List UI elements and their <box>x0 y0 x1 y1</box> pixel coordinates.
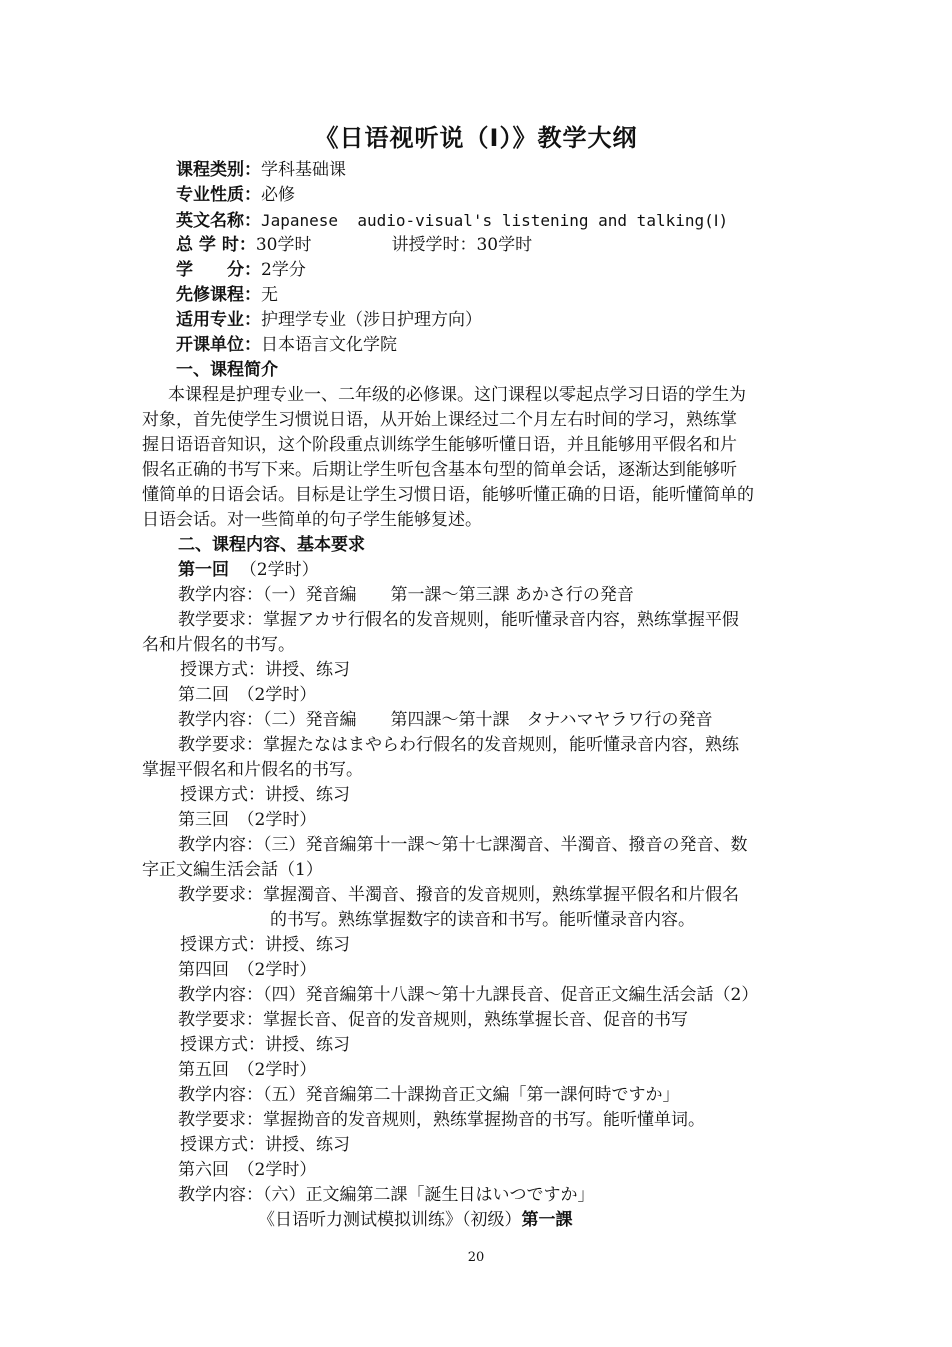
credits-value: 2学分 <box>261 260 306 280</box>
lesson-2-requirement: 教学要求：掌握たなはまやらわ行假名的发音规则，能听懂录音内容，熟练 <box>178 735 739 755</box>
intro-paragraph-line: 对象，首先使学生习惯说日语，从开始上课经过二个月左右时间的学习，熟练掌 <box>142 410 737 430</box>
lesson-2-title: 第二回 （2学时） <box>178 685 317 705</box>
lesson-5-title: 第五回 （2学时） <box>178 1060 317 1080</box>
lesson-2-requirement-cont: 掌握平假名和片假名的书写。 <box>142 760 363 780</box>
course-nature-value: 必修 <box>261 185 295 205</box>
lesson-4-requirement: 教学要求：掌握长音、促音的发音规则，熟练掌握长音、促音的书写 <box>178 1010 688 1030</box>
intro-paragraph-line: 假名正确的书写下来。后期让学生听包含基本句型的简单会话，逐渐达到能够听 <box>142 460 737 480</box>
lesson-4-title: 第四回 （2学时） <box>178 960 317 980</box>
lesson-5-method: 授课方式：讲授、练习 <box>180 1135 350 1155</box>
lesson-6-textbook-title: 《日语听力测试模拟训练》（初级） <box>258 1210 522 1230</box>
applicable-major <box>176 308 482 333</box>
lesson-3-method: 授课方式：讲授、练习 <box>180 935 350 955</box>
english-name-label: 英文名称： <box>176 211 261 231</box>
page-title: 《日语视听说（Ⅰ）》教学大纲 <box>314 124 638 152</box>
intro-paragraph-line: 握日语语音知识，这个阶段重点训练学生能够听懂日语，并且能够用平假名和片 <box>142 435 737 455</box>
lesson-3-content-cont: 字正文編生活会話（1） <box>142 860 323 880</box>
total-hours-value: 30学时 <box>255 235 312 255</box>
prerequisite-value: 无 <box>261 285 278 305</box>
offering-unit <box>176 333 397 358</box>
lesson-4-content: 教学内容：（四）発音編第十八課～第十九課長音、促音正文編生活会話（2） <box>178 985 759 1005</box>
english-name <box>176 208 728 233</box>
prerequisite <box>176 283 278 308</box>
lesson-6-textbook <box>258 1208 573 1233</box>
lesson-5-requirement: 教学要求：掌握拗音的发音规则，熟练掌握拗音的书写。能听懂单词。 <box>178 1110 705 1130</box>
lesson-6-textbook-lesson: 第一課 <box>521 1210 573 1230</box>
intro-paragraph-line: 懂简单的日语会话。目标是让学生习惯日语，能够听懂正确的日语，能听懂简单的 <box>142 485 754 505</box>
course-nature-label: 专业性质： <box>176 185 261 205</box>
lesson-2-method: 授课方式：讲授、练习 <box>180 785 350 805</box>
lesson-6-content: 教学内容：（六）正文編第二課「誕生日はいつですか」 <box>178 1185 595 1205</box>
total-hours-label: 总 学 时： <box>176 235 256 255</box>
page-number: 20 <box>467 1250 485 1265</box>
applicable-major-label: 适用专业： <box>176 310 261 330</box>
lesson-6-title: 第六回 （2学时） <box>178 1160 317 1180</box>
total-hours <box>176 233 532 258</box>
course-nature <box>176 183 295 208</box>
section-heading-content: 二、课程内容、基本要求 <box>178 535 365 555</box>
lesson-1-requirement: 教学要求：掌握アカサ行假名的发音规则，能听懂录音内容，熟练掌握平假 <box>178 610 739 630</box>
english-name-value: Japanese audio-visual's listening and talking(Ⅰ) <box>261 211 729 230</box>
offering-unit-value: 日本语言文化学院 <box>261 335 397 355</box>
lesson-2-content: 教学内容：（二）発音編 第四課～第十課 タナハマヤラワ行の発音 <box>178 710 713 730</box>
intro-paragraph-line: 日语会话。对一些简单的句子学生能够复述。 <box>142 510 482 530</box>
prerequisite-label: 先修课程： <box>176 285 261 305</box>
lesson-1-hours: （2学时） <box>239 560 319 580</box>
lesson-5-content: 教学内容：（五）発音編第二十課拗音正文編「第一課何時ですか」 <box>178 1085 680 1105</box>
credits <box>176 258 306 283</box>
lesson-4-method: 授课方式：讲授、练习 <box>180 1035 350 1055</box>
section-heading-intro: 一、课程简介 <box>176 360 278 380</box>
offering-unit-label: 开课单位： <box>176 335 261 355</box>
lesson-1-requirement-cont: 名和片假名的书写。 <box>142 635 295 655</box>
lesson-1-method: 授课方式：讲授、练习 <box>180 660 350 680</box>
lesson-3-requirement-cont: 的书写。熟练掌握数字的读音和书写。能听懂录音内容。 <box>270 910 695 930</box>
lesson-3-content: 教学内容：（三）発音編第十一課～第十七課濁音、半濁音、撥音の発音、数 <box>178 835 748 855</box>
lesson-3-title: 第三回 （2学时） <box>178 810 317 830</box>
lesson-1-title <box>178 558 319 583</box>
course-category <box>176 158 346 183</box>
course-category-value: 学科基础课 <box>261 160 346 180</box>
lecture-hours: 讲授学时：30学时 <box>391 235 533 255</box>
credits-label: 学 分： <box>176 260 261 280</box>
course-category-label: 课程类别： <box>176 160 261 180</box>
lesson-1-content: 教学内容：（一）発音編 第一課～第三課 あかさ行の発音 <box>178 585 634 605</box>
lesson-3-requirement: 教学要求：掌握濁音、半濁音、撥音的发音规则，熟练掌握平假名和片假名 <box>178 885 739 905</box>
lesson-1-name: 第一回 <box>178 560 229 580</box>
applicable-major-value: 护理学专业（涉日护理方向） <box>261 310 482 330</box>
intro-paragraph-line: 本课程是护理专业一、二年级的必修课。这门课程以零起点学习日语的学生为 <box>168 385 746 405</box>
